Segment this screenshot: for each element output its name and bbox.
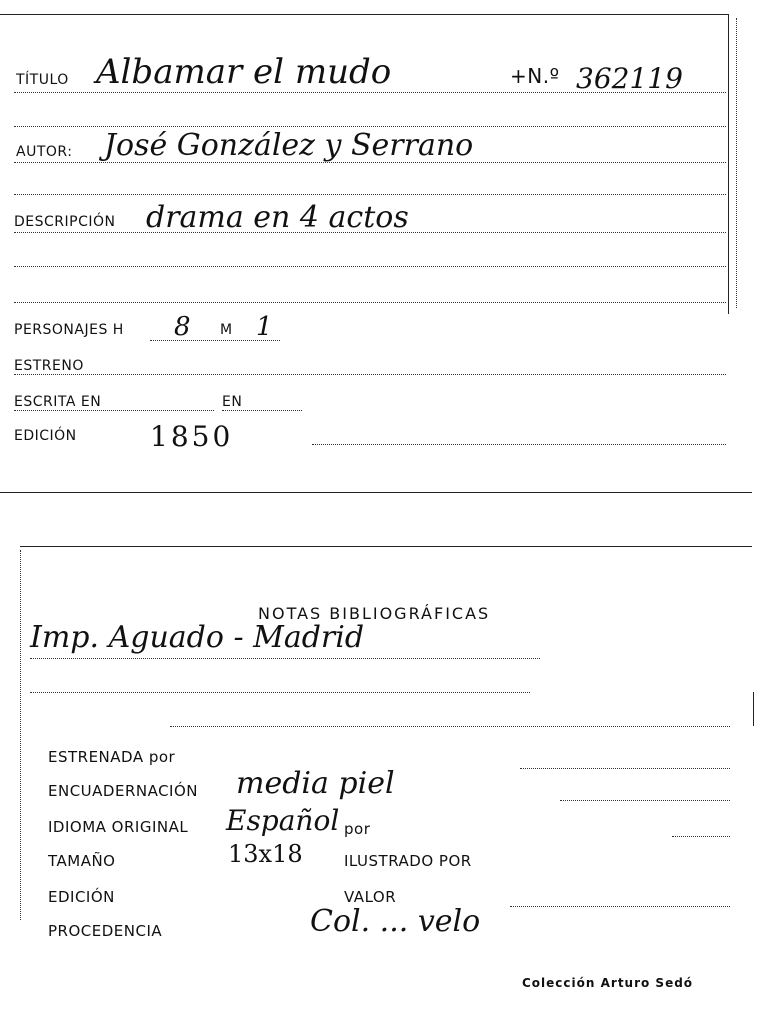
notas-line-3	[170, 726, 730, 727]
tamano-label: TAMAÑO	[48, 852, 116, 870]
blank-line-4	[14, 302, 726, 303]
top-card-top-border	[0, 14, 728, 15]
escrita-en-label: ESCRITA EN	[14, 394, 102, 410]
idioma-value: Español	[226, 804, 340, 837]
numero-value: 362119	[576, 62, 683, 95]
por-line	[672, 836, 730, 837]
edicion-value: 1850	[150, 420, 234, 453]
estrenada-label: ESTRENADA por	[48, 748, 176, 766]
tamano-value: 13x18	[228, 840, 303, 868]
en-line	[222, 410, 302, 411]
top-card-right-border	[728, 14, 729, 314]
notas-line-2	[30, 692, 530, 693]
personajes-h-value: 8	[174, 312, 191, 342]
top-card-right-dotted	[736, 18, 737, 308]
personajes-m-value: 1	[256, 312, 273, 342]
edicion-bottom-label: EDICIÓN	[48, 888, 115, 906]
edicion-right-line	[312, 444, 726, 445]
bottom-card	[0, 540, 759, 1028]
ilustrado-label: ILUSTRADO POR	[344, 852, 472, 870]
descripcion-value: drama en 4 actos	[146, 200, 409, 235]
blank-line-1	[14, 126, 726, 127]
bottom-card-right-mark	[753, 692, 754, 726]
notas-line-1	[30, 658, 540, 659]
procedencia-value: Col. ... velo	[310, 904, 481, 939]
estrenada-line	[520, 768, 730, 769]
descripcion-line	[14, 232, 726, 233]
descripcion-label: DESCRIPCIÓN	[14, 214, 116, 230]
titulo-label: TÍTULO	[16, 72, 69, 88]
autor-line	[14, 162, 726, 163]
blank-line-3	[14, 266, 726, 267]
edicion-label: EDICIÓN	[14, 428, 77, 444]
bottom-card-left-dotted	[20, 550, 21, 920]
collection-credit: Colección Arturo Sedó	[522, 976, 694, 990]
encuadernacion-line	[560, 800, 730, 801]
autor-label: AUTOR:	[16, 144, 73, 160]
bottom-card-top-border	[20, 546, 752, 547]
estreno-label: ESTRENO	[14, 358, 84, 374]
en-label: EN	[222, 394, 243, 410]
autor-value: José González y Serrano	[104, 128, 474, 163]
encuadernacion-value: media piel	[236, 766, 395, 801]
idioma-label: IDIOMA ORIGINAL	[48, 818, 189, 836]
notas-bibliograficas-title: NOTAS BIBLIOGRÁFICAS	[258, 604, 491, 623]
numero-label: +N.º	[510, 64, 560, 88]
top-card-bottom-border	[0, 492, 752, 493]
personajes-m-label: M	[220, 322, 233, 338]
blank-line-2	[14, 194, 726, 195]
por-label: por	[344, 820, 371, 838]
personajes-h-label: PERSONAJES H	[14, 322, 124, 338]
titulo-value: Albamar el mudo	[96, 52, 392, 92]
valor-line	[510, 906, 730, 907]
personajes-line	[150, 340, 280, 341]
procedencia-label: PROCEDENCIA	[48, 922, 163, 940]
escrita-en-line	[14, 410, 214, 411]
notas-value: Imp. Aguado - Madrid	[30, 620, 365, 655]
valor-label: VALOR	[344, 888, 397, 906]
encuadernacion-label: ENCUADERNACIÓN	[48, 782, 199, 800]
estreno-line	[14, 374, 726, 375]
titulo-line	[14, 92, 726, 93]
top-card	[0, 0, 759, 500]
